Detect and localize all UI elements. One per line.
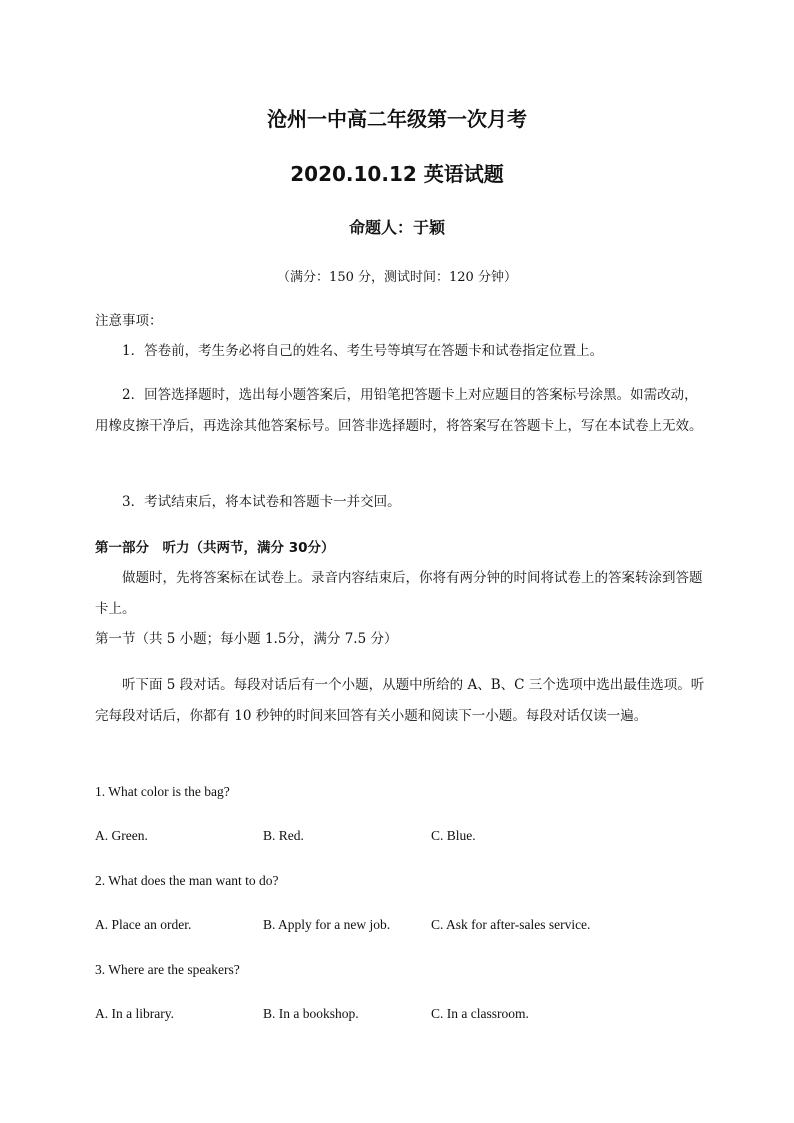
question-1-option-a: A. Green. [95, 828, 148, 843]
question-1-option-b: B. Red. [263, 828, 304, 843]
section1-instruction: 听下面 5 段对话。每段对话后有一个小题，从题中所给的 A、B、C 三个选项中选出最佳选项。听完每段对话后，你都有 10 秒钟的时间来回答有关小题和阅读下一小题。每段对话仅读一遍。 [95, 677, 705, 724]
question-1-option-c: C. Blue. [431, 828, 476, 843]
part1-heading: 第一部分 听力（共两节，满分 30分） [95, 540, 335, 556]
question-3-stem: 3. Where are the speakers? [95, 962, 240, 977]
exam-title: 2020.10.12 英语试题 [290, 162, 504, 186]
section1-heading: 第一节（共 5 小题；每小题 1.5分，满分 7.5 分） [95, 631, 398, 647]
question-3-option-a: A. In a library. [95, 1006, 174, 1021]
question-3-option-b: B. In a bookshop. [263, 1006, 359, 1021]
part1-instruction: 做题时，先将答案标在试卷上。录音内容结束后，你将有两分钟的时间将试卷上的答案转涂到答题卡上。 [95, 570, 703, 617]
notice-item-2: 2．回答选择题时，选出每小题答案后，用铅笔把答题卡上对应题目的答案标号涂黑。如需改动，用橡皮擦干净后，再选涂其他答案标号。回答非选择题时，将答案写在答题卡上，写在本试卷上无效。 [95, 387, 703, 434]
question-3-option-c: C. In a classroom. [431, 1006, 529, 1021]
question-1-stem: 1. What color is the bag? [95, 784, 230, 799]
notice-item-1: 1．答卷前，考生务必将自己的姓名、考生号等填写在答题卡和试卷指定位置上。 [122, 343, 604, 359]
school-title: 沧州一中高二年级第一次月考 [267, 107, 527, 131]
author-line: 命题人：于颖 [348, 218, 445, 237]
question-2-option-b: B. Apply for a new job. [263, 917, 391, 932]
notice-heading: 注意事项： [95, 313, 163, 329]
score-time-line: （满分：150 分，测试时间：120 分钟） [277, 270, 517, 285]
question-2-option-a: A. Place an order. [95, 917, 192, 932]
notice-item-3: 3．考试结束后，将本试卷和答题卡一并交回。 [122, 494, 401, 510]
question-2-stem: 2. What does the man want to do? [95, 873, 279, 888]
question-2-option-c: C. Ask for after-sales service. [431, 917, 591, 932]
